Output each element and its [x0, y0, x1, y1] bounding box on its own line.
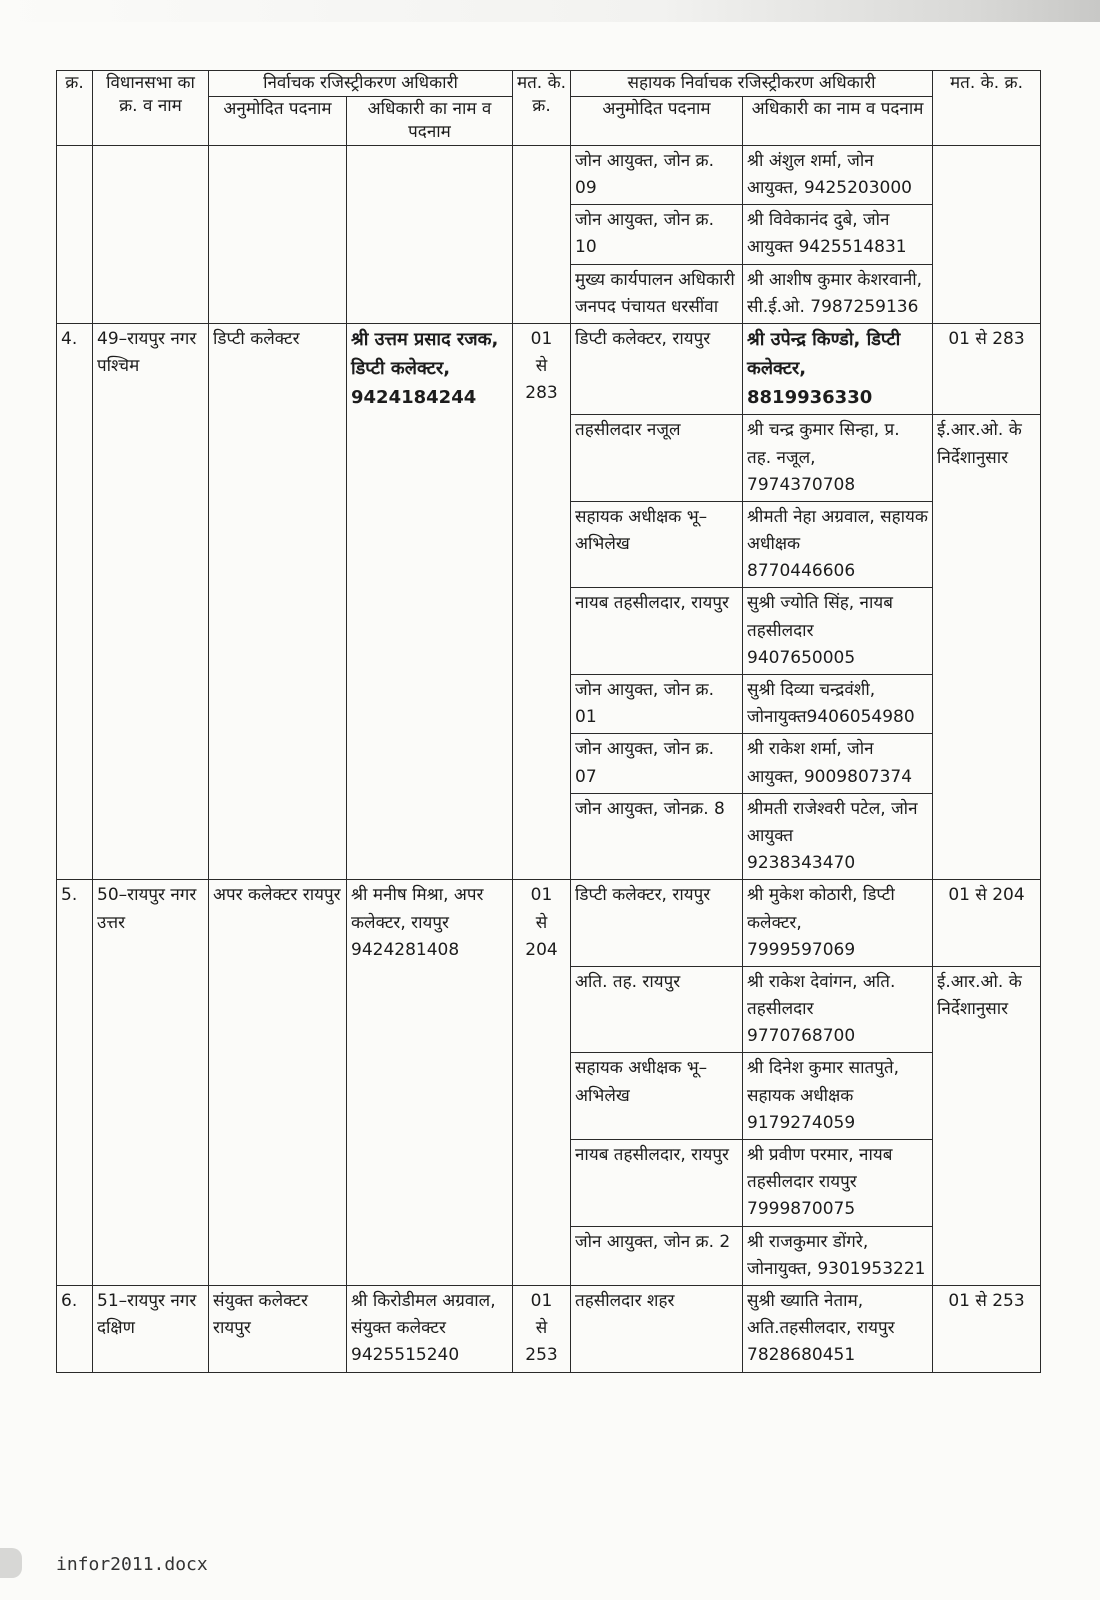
header-row-1 — [57, 71, 1041, 97]
booth-se: से — [535, 1318, 548, 1339]
blank-cell — [513, 145, 571, 323]
ero-officer-cell — [347, 323, 513, 879]
blank-cell — [347, 145, 513, 323]
aero-designation: डिप्टी कलेक्टर, रायपुर — [571, 323, 743, 414]
assembly-name: 50–रायपुर नगर उत्तर — [93, 880, 209, 1286]
aero-designation: जोन आयुक्त, जोन क्र. 10 — [571, 205, 743, 264]
header-aero-group: सहायक निर्वाचक रजिस्ट्रीकरण अधिकारी — [571, 71, 933, 97]
aero-designation: जोन आयुक्त, जोन क्र. 09 — [571, 145, 743, 204]
aero-designation: नायब तहसीलदार, रायपुर — [571, 588, 743, 675]
booth-from: 01 — [530, 328, 553, 349]
aero-officer-phone: 8819936330 — [747, 386, 873, 408]
header-ero-group: निर्वाचक रजिस्ट्रीकरण अधिकारी — [209, 71, 513, 97]
aero-officer-phone: 8770446606 — [747, 561, 856, 582]
ero-officer-phone: 9424184244 — [351, 386, 477, 408]
ero-officer-name: श्री उत्तम प्रसाद रजक, डिप्टी कलेक्टर, — [351, 328, 499, 379]
aero-officer-phone: 9770768700 — [747, 1026, 856, 1047]
aero-officer-name: श्रीमती राजेश्वरी पटेल, जोन आयुक्त — [747, 798, 918, 846]
aero-designation: सहायक अधीक्षक भू–अभिलेख — [571, 501, 743, 588]
aero-designation: नायब तहसीलदार, रायपुर — [571, 1140, 743, 1227]
aero-designation: जोन आयुक्त, जोन क्र. 07 — [571, 734, 743, 793]
booth-range — [513, 1285, 571, 1372]
footer-filename: infor2011.docx — [56, 1554, 208, 1575]
aero-officer-phone: 7999870075 — [747, 1199, 856, 1220]
aero-officer-cell — [743, 501, 933, 588]
blank-cell — [57, 145, 93, 323]
booth-to: 283 — [525, 383, 558, 404]
aero-officer-name: श्री राजकुमार डोंगरे, जोनायुक्त, — [747, 1231, 869, 1279]
booth-from: 01 — [530, 1290, 553, 1311]
ero-officer-phone: 9425515240 — [351, 1345, 460, 1366]
serial-number: 4. — [57, 323, 93, 879]
aero-booth: 01 से 283 — [933, 323, 1041, 414]
serial-number: 6. — [57, 1285, 93, 1372]
aero-officer-phone: 9238343470 — [747, 853, 856, 874]
aero-officer-cell — [743, 1140, 933, 1227]
assembly-name: 49–रायपुर नगर पश्चिम — [93, 323, 209, 879]
aero-booth: 01 से 253 — [933, 1285, 1041, 1372]
aero-officer-name: सुश्री दिव्या चन्द्रवंशी, जोनायुक्त — [747, 680, 876, 728]
header-sno: क्र. — [57, 71, 93, 146]
aero-officer: श्री विवेकानंद दुबे, जोन आयुक्त 9425514831 — [743, 205, 933, 264]
booth-from: 01 — [530, 885, 553, 906]
header-aero-booth: मत. के. क्र. — [933, 71, 1041, 146]
aero-officer-name: श्री प्रवीण परमार, नायब तहसीलदार रायपुर — [747, 1145, 893, 1193]
ero-officer-name: श्री मनीष मिश्रा, अपर कलेक्टर, रायपुर — [351, 885, 484, 933]
continued-row — [57, 145, 1041, 204]
aero-officer-cell — [743, 1226, 933, 1285]
aero-officer-cell — [743, 734, 933, 793]
aero-officer-cell — [743, 1053, 933, 1140]
aero-designation: डिप्टी कलेक्टर, रायपुर — [571, 880, 743, 967]
aero-officer-phone: 7999597069 — [747, 939, 856, 960]
header-assembly: विधानसभा का क्र. व नाम — [93, 71, 209, 146]
aero-officer-cell — [743, 588, 933, 675]
aero-officer-phone: 7974370708 — [747, 474, 856, 495]
aero-officer-phone: 9179274059 — [747, 1112, 856, 1133]
aero-officer-name: श्री उपेन्द्र किण्डो, डिप्टी कलेक्टर, — [747, 328, 901, 379]
aero-designation: तहसीलदार नजूल — [571, 415, 743, 502]
ero-officer-cell — [347, 1285, 513, 1372]
aero-officer-name: श्री मुकेश कोठारी, डिप्टी कलेक्टर, — [747, 885, 895, 933]
aero-officer-cell — [743, 1285, 933, 1372]
header-ero-designation: अनुमोदित पदनाम — [209, 96, 347, 145]
section-row — [57, 1285, 1041, 1372]
aero-officer-phone: 7828680451 — [747, 1345, 856, 1366]
aero-officer-name: श्री दिनेश कुमार सातपुते, सहायक अधीक्षक — [747, 1058, 899, 1106]
aero-designation: मुख्य कार्यपालन अधिकारी जनपद पंचायत धरसींवा — [571, 264, 743, 323]
ero-aero-table — [56, 70, 1041, 1373]
aero-officer-cell — [743, 966, 933, 1053]
aero-officer-name: सुश्री ख्याति नेताम, अति.तहसीलदार, रायपुर — [747, 1290, 895, 1339]
blank-cell — [93, 145, 209, 323]
aero-designation: जोन आयुक्त, जोनक्र. 8 — [571, 793, 743, 880]
header-aero-officer: अधिकारी का नाम व पदनाम — [743, 96, 933, 145]
booth-se: से — [535, 356, 548, 377]
booth-range — [513, 323, 571, 879]
aero-designation: तहसीलदार शहर — [571, 1285, 743, 1372]
aero-booth: ई.आर.ओ. के निर्देशानुसार — [933, 415, 1041, 880]
aero-officer-phone: 9301953221 — [817, 1258, 926, 1279]
aero-designation: अति. तह. रायपुर — [571, 966, 743, 1053]
assembly-name: 51–रायपुर नगर दक्षिण — [93, 1285, 209, 1372]
aero-officer-cell — [743, 323, 933, 414]
aero-designation: सहायक अधीक्षक भू–अभिलेख — [571, 1053, 743, 1140]
aero-officer-cell — [743, 675, 933, 734]
aero-officer-phone: 9407650005 — [747, 647, 856, 668]
booth-to: 253 — [525, 1345, 558, 1366]
ero-officer-cell — [347, 880, 513, 1286]
aero-officer-phone: 9009807374 — [803, 766, 913, 787]
scan-edge-shadow — [0, 0, 1100, 22]
aero-officer-name: श्रीमती नेहा अग्रवाल, सहायक अधीक्षक — [747, 506, 928, 555]
aero-officer: श्री अंशुल शर्मा, जोन आयुक्त, 9425203000 — [743, 145, 933, 204]
ero-officer-name: श्री किरोडीमल अग्रवाल, संयुक्त कलेक्टर — [351, 1290, 496, 1339]
aero-officer-cell — [743, 880, 933, 967]
booth-range — [513, 880, 571, 1286]
header-aero-designation: अनुमोदित पदनाम — [571, 96, 743, 145]
ero-designation: डिप्टी कलेक्टर — [209, 323, 347, 879]
ero-officer-phone: 9424281408 — [351, 939, 460, 960]
aero-booth: 01 से 204 — [933, 880, 1041, 967]
booth-se: से — [535, 912, 548, 933]
aero-designation: जोन आयुक्त, जोन क्र. 2 — [571, 1226, 743, 1285]
header-booth: मत. के. क्र. — [513, 71, 571, 146]
blank-cell — [933, 145, 1041, 323]
aero-officer-name: श्री राकेश शर्मा, जोन आयुक्त, — [747, 739, 874, 787]
aero-officer-phone: 9406054980 — [806, 707, 915, 728]
aero-officer-name: श्री चन्द्र कुमार सिन्हा, प्र. तह. नजूल, — [747, 420, 900, 468]
section-row — [57, 323, 1041, 414]
aero-booth: ई.आर.ओ. के निर्देशानुसार — [933, 966, 1041, 1285]
aero-officer-name: श्री राकेश देवांगन, अति. तहसीलदार — [747, 971, 896, 1020]
aero-officer-cell — [743, 415, 933, 502]
aero-officer: श्री आशीष कुमार केशरवानी, सी.ई.ओ. 7987259136 — [743, 264, 933, 323]
aero-designation: जोन आयुक्त, जोन क्र. 01 — [571, 675, 743, 734]
blank-cell — [209, 145, 347, 323]
ero-designation: अपर कलेक्टर रायपुर — [209, 880, 347, 1286]
section-row — [57, 880, 1041, 967]
booth-to: 204 — [525, 939, 558, 960]
aero-officer-name: सुश्री ज्योति सिंह, नायब तहसीलदार — [747, 593, 893, 641]
page-corner-mark — [0, 1548, 22, 1578]
header-ero-officer: अधिकारी का नाम व पदनाम — [347, 96, 513, 145]
aero-officer-cell — [743, 793, 933, 880]
serial-number: 5. — [57, 880, 93, 1286]
ero-designation: संयुक्त कलेक्टर रायपुर — [209, 1285, 347, 1372]
